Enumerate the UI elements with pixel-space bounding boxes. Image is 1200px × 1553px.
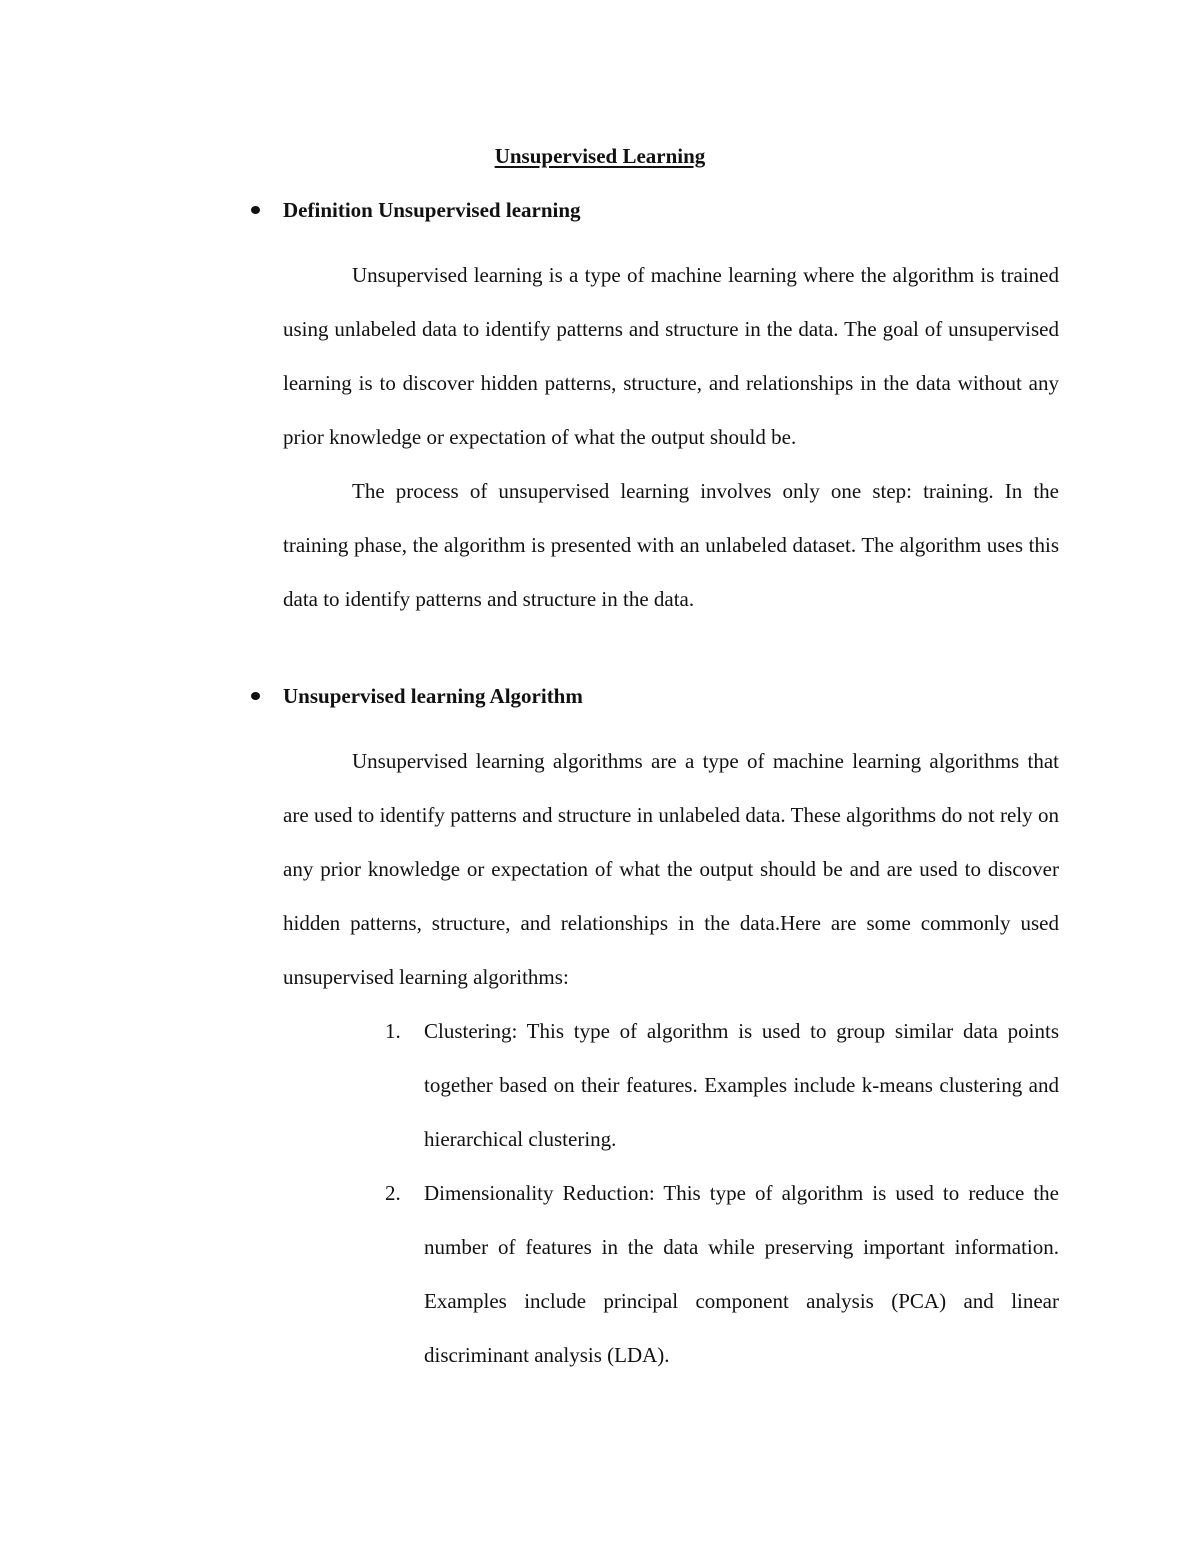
section-heading: Unsupervised learning Algorithm xyxy=(283,684,583,708)
list-number: 2. xyxy=(385,1181,401,1205)
section-algorithm xyxy=(0,680,1200,1382)
list-item-text: Dimensionality Reduction: This type of algorithm is used to reduce the number of features in the data while preserving important information. Examples include principal component analysis (PCA) and linear discriminant analysis (LDA). xyxy=(424,1181,1059,1367)
section-heading-row xyxy=(0,680,1200,734)
paragraph: Unsupervised learning is a type of machine learning where the algorithm is trained using unlabeled data to identify patterns and structure in the data. The goal of unsupervised learning is to discover hidden patterns, structure, and relationships in the data without any prior knowledge or expectation of what the output should be. xyxy=(283,263,1059,449)
list-number: 1. xyxy=(385,1019,401,1043)
document-title: Unsupervised Learning xyxy=(494,144,706,168)
section-definition xyxy=(0,194,1200,626)
section-heading: Definition Unsupervised learning xyxy=(283,198,581,222)
algorithm-list xyxy=(0,1004,1200,1382)
paragraph: Unsupervised learning algorithms are a type of machine learning algorithms that are used to identify patterns and structure in unlabeled data. These algorithms do not rely on any prior knowledge or expectation of what the output should be and are used to discover hidden patterns, structure, and relationships in the data.Here are some commonly used unsupervised learning algorithms: xyxy=(283,749,1059,989)
list-item xyxy=(385,1166,1059,1382)
bullet-icon xyxy=(251,692,260,700)
bullet-icon xyxy=(251,206,260,214)
list-item xyxy=(385,1004,1059,1166)
paragraph: The process of unsupervised learning involves only one step: training. In the training phase, the algorithm is presented with an unlabeled dataset. The algorithm uses this data to identify patterns and structure in the data. xyxy=(283,479,1059,611)
section-heading-row xyxy=(0,194,1200,248)
list-item-text: Clustering: This type of algorithm is used to group similar data points together based on their features. Examples include k-means clustering and hierarchical clustering. xyxy=(424,1019,1059,1151)
